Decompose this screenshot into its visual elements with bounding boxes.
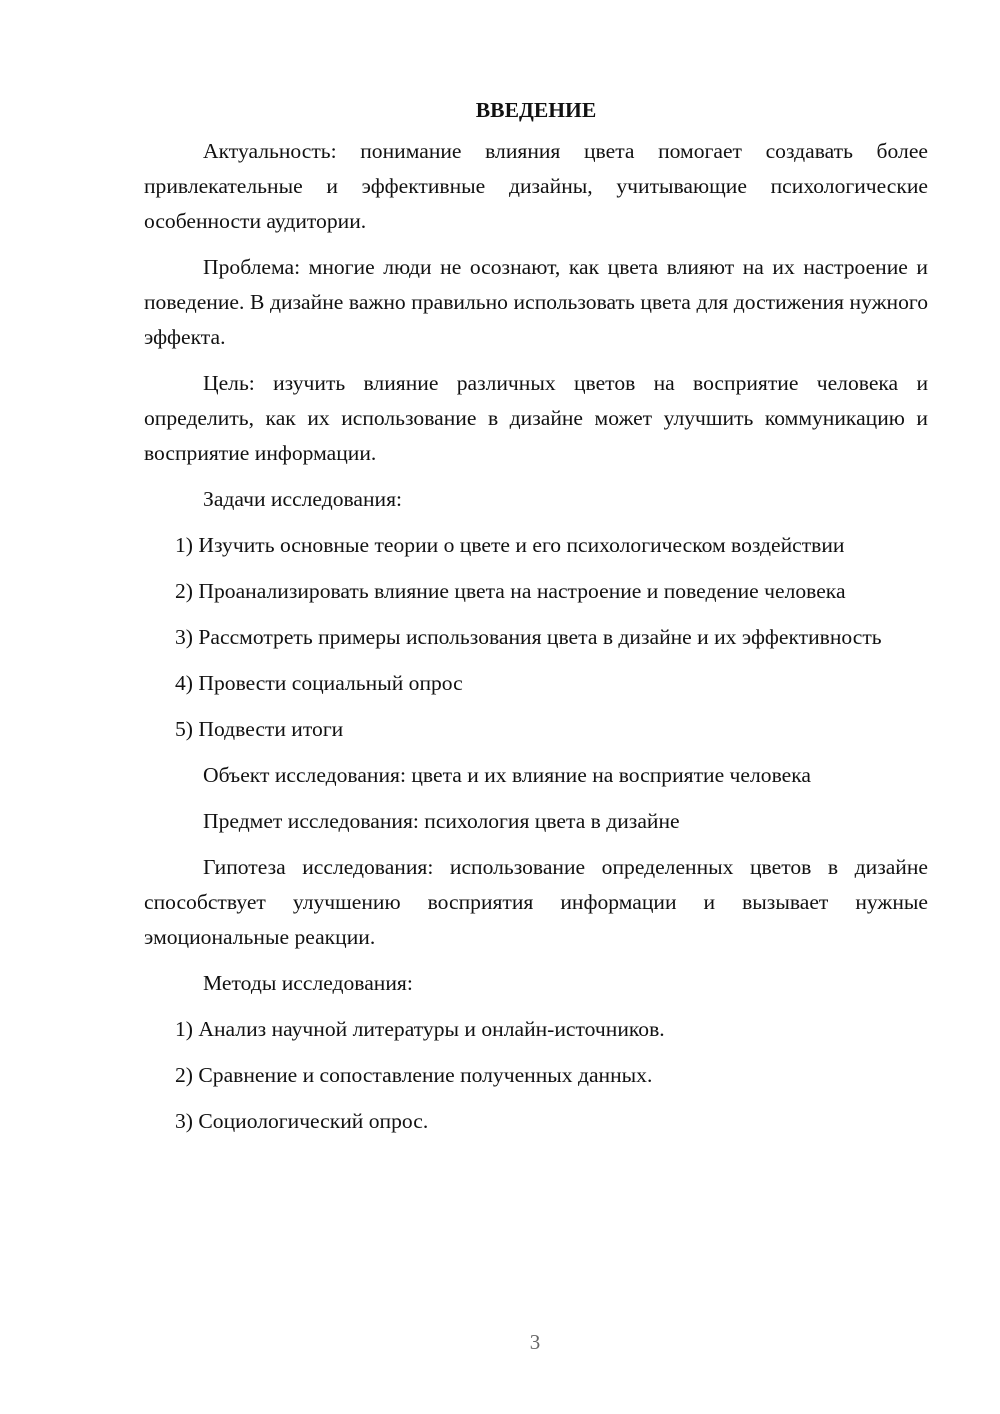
research-object: Объект исследования: цвета и их влияние на восприятие человека — [203, 763, 811, 787]
method-item: 1) Анализ научной литературы и онлайн-источников. — [175, 1017, 665, 1041]
relevance-paragraph: Актуальность: понимание влияния цвета помогает создавать более привлекательные и эффективные дизайны, учитывающие психологические особенности аудитории. — [144, 139, 928, 233]
method-item: 2) Сравнение и сопоставление полученных данных. — [175, 1063, 653, 1087]
section-title: ВВЕДЕНИЕ — [475, 98, 597, 122]
goal-paragraph: Цель: изучить влияние различных цветов на восприятие человека и определить, как их использование в дизайне может улучшить коммуникацию и восприятие информации. — [144, 371, 928, 465]
task-item: 1) Изучить основные теории о цвете и его психологическом воздействии — [175, 533, 845, 557]
methods-heading: Методы исследования: — [203, 971, 413, 995]
tasks-heading: Задачи исследования: — [203, 487, 403, 511]
task-item: 3) Рассмотреть примеры использования цвета в дизайне и их эффективность — [175, 625, 882, 649]
problem-paragraph: Проблема: многие люди не осознают, как цвета влияют на их настроение и поведение. В дизайне важно правильно использовать цвета для достижения нужного эффекта. — [144, 255, 928, 349]
page-content — [144, 93, 928, 1150]
method-item: 3) Социологический опрос. — [175, 1109, 429, 1133]
page-number: 3 — [529, 1330, 541, 1354]
research-subject: Предмет исследования: психология цвета в дизайне — [203, 809, 680, 833]
hypothesis-paragraph: Гипотеза исследования: использование определенных цветов в дизайне способствует улучшению восприятия информации и вызывает нужные эмоциональные реакции. — [144, 855, 928, 949]
task-item: 4) Провести социальный опрос — [175, 671, 463, 695]
task-item: 5) Подвести итоги — [175, 717, 344, 741]
task-item: 2) Проанализировать влияние цвета на настроение и поведение человека — [175, 579, 846, 603]
